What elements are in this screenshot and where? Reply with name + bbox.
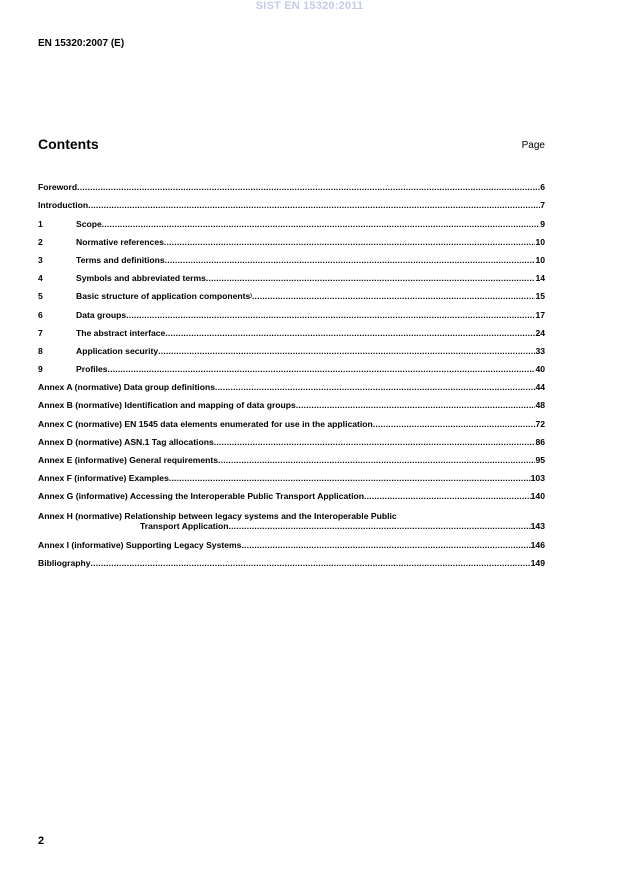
toc-entry-title: Profiles [76, 364, 108, 375]
toc-leader [102, 219, 540, 229]
toc-entry-annex-h[interactable] [38, 501, 545, 531]
toc-entry-title: Annex E (informative) General requirements [38, 455, 219, 465]
toc-entry-number: 4 [38, 273, 43, 284]
footer-page-number: 2 [38, 835, 45, 847]
toc-leader [164, 237, 536, 247]
toc-entry-normative-references[interactable] [38, 229, 545, 247]
toc-entry-page: 24 [535, 327, 545, 338]
toc-entry-abstract-interface[interactable] [38, 320, 545, 338]
toc-entry-page: 72 [535, 418, 545, 429]
toc-leader [165, 255, 536, 265]
toc-entry-profiles[interactable] [38, 356, 545, 374]
toc-entry-page: 33 [535, 345, 545, 356]
footnote-marker: ) [250, 293, 252, 300]
toc-entry-title: Annex B (normative) Identification and mapping of data groups [38, 400, 296, 411]
toc-entry-page: 44 [535, 382, 545, 393]
toc-entry-number: 3 [38, 254, 43, 265]
toc-entry-title: Annex I (informative) Supporting Legacy Systems [38, 539, 242, 550]
toc-entry-page: 10 [535, 236, 545, 247]
toc-entry-annex-d[interactable] [38, 429, 545, 447]
toc-entry-number: 9 [38, 364, 43, 375]
toc-entry-title-line2: Transport Application [140, 521, 229, 532]
toc-entry-title: Normative references [76, 236, 164, 247]
toc-entry-annex-g[interactable] [38, 483, 545, 501]
toc-entry-page: 103 [530, 473, 545, 484]
toc-entry-annex-i[interactable] [38, 531, 545, 549]
toc-entry-foreword[interactable] [38, 174, 545, 192]
toc-leader [91, 558, 531, 568]
toc-entry-page: 15 [535, 291, 545, 302]
toc-leader [218, 455, 535, 465]
toc-entry-title: Symbols and abbreviated terms [76, 273, 206, 284]
toc-entry-title: Bibliography [38, 557, 91, 568]
toc-entry-annex-a[interactable] [38, 374, 545, 392]
toc-entry-number: 1 [38, 218, 43, 229]
toc-entry-symbols[interactable] [38, 265, 545, 283]
toc-entry-page: 95 [535, 455, 545, 465]
toc-entry-page: 140 [530, 491, 545, 502]
toc-entry-number: 8 [38, 345, 43, 356]
toc-entry-number: 2 [38, 236, 43, 247]
toc-leader [229, 521, 531, 531]
toc-entry-page: 40 [535, 364, 545, 375]
table-of-contents [38, 174, 545, 568]
toc-entry-page: 86 [535, 436, 545, 447]
toc-leader [373, 419, 536, 429]
page-column-label: Page [521, 140, 545, 151]
toc-entry-terms-and-definitions[interactable] [38, 247, 545, 265]
toc-leader [77, 182, 540, 192]
toc-entry-title: Scope [76, 218, 102, 229]
toc-entry-page: 143 [530, 521, 545, 532]
toc-leader [296, 400, 536, 410]
toc-entry-title: Terms and definitions [76, 254, 165, 265]
toc-leader [214, 437, 536, 447]
toc-entry-scope[interactable] [38, 210, 545, 228]
toc-leader [364, 491, 531, 501]
toc-entry-annex-f[interactable] [38, 465, 545, 483]
toc-entry-data-groups[interactable] [38, 301, 545, 319]
toc-entry-number: 5 [38, 291, 43, 302]
toc-leader [165, 328, 535, 338]
toc-leader [252, 291, 535, 301]
toc-leader [88, 200, 540, 210]
page-title: Contents [38, 136, 99, 152]
toc-entry-annex-c[interactable] [38, 410, 545, 428]
toc-entry-annex-e[interactable] [38, 447, 545, 465]
toc-entry-title: Annex C (normative) EN 1545 data elements enumerated for use in the application [38, 418, 373, 429]
toc-entry-page: 14 [535, 273, 545, 284]
toc-leader [241, 540, 530, 550]
toc-entry-annex-b[interactable] [38, 392, 545, 410]
toc-entry-title: Annex F (informative) Examples [38, 473, 169, 484]
toc-leader [108, 364, 536, 374]
toc-entry-page: 149 [530, 557, 545, 568]
toc-entry-page: 7 [540, 200, 545, 211]
toc-entry-page: 6 [540, 182, 545, 193]
toc-entry-page: 146 [530, 539, 545, 550]
toc-entry-title: Basic structure of application components) [76, 291, 252, 302]
toc-entry-application-security[interactable] [38, 338, 545, 356]
toc-leader [169, 473, 531, 483]
toc-entry-title: Annex A (normative) Data group definitions [38, 382, 215, 393]
toc-entry-title-line1: Annex H (normative) Relationship between legacy systems and the Interoperable Public [38, 511, 397, 522]
toc-entry-page: 10 [535, 254, 545, 265]
toc-entry-title: The abstract interface [76, 327, 166, 338]
toc-leader [126, 310, 535, 320]
toc-entry-page: 17 [535, 309, 545, 320]
toc-leader [206, 273, 536, 283]
toc-entry-title: Annex D (normative) ASN.1 Tag allocations [38, 436, 214, 447]
toc-entry-title: Annex G (informative) Accessing the Interoperable Public Transport Application [38, 491, 364, 502]
toc-entry-bibliography[interactable] [38, 550, 545, 568]
toc-leader [215, 382, 535, 392]
toc-entry-title: Foreword [38, 182, 78, 193]
document-identifier: EN 15320:2007 (E) [38, 38, 125, 49]
toc-entry-number: 6 [38, 309, 43, 320]
toc-entry-introduction[interactable] [38, 192, 545, 210]
toc-entry-page: 9 [540, 218, 545, 229]
toc-entry-title: Application security [76, 345, 159, 356]
toc-entry-title: Data groups [76, 309, 127, 320]
watermark: SIST EN 15320:2011 [255, 0, 364, 12]
toc-entry-basic-structure[interactable] [38, 283, 545, 301]
toc-entry-title: Introduction [38, 200, 89, 211]
toc-entry-page: 48 [535, 400, 545, 411]
toc-leader [158, 346, 535, 356]
toc-entry-number: 7 [38, 327, 43, 338]
